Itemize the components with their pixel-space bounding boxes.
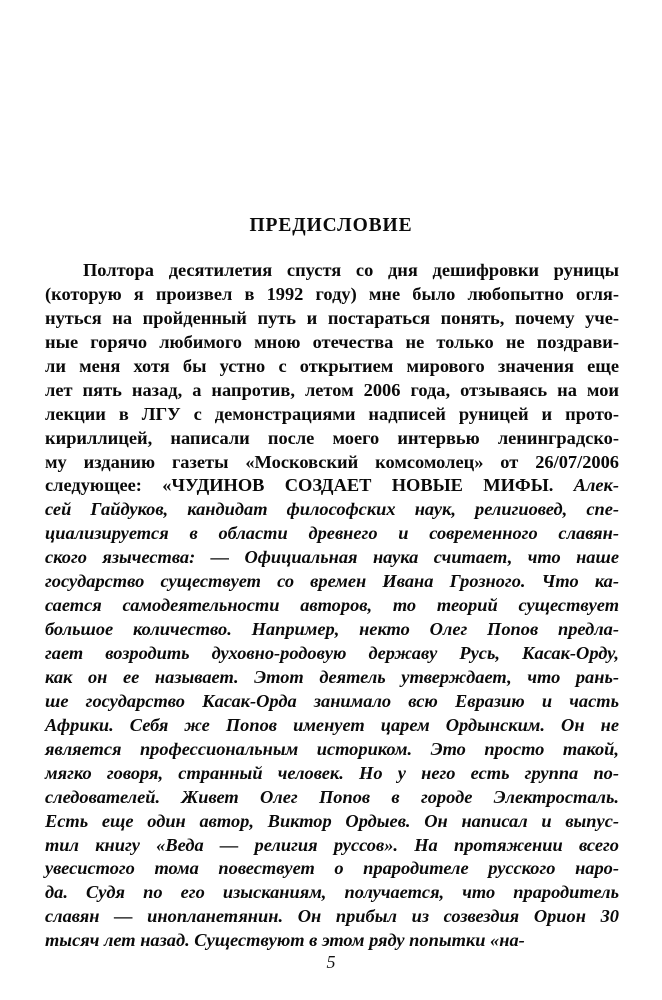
text-line-content: циализируется в области древнего и современного славян- xyxy=(45,523,619,544)
text-line-content: государство существует со времен Ивана Грозного. Что ка- xyxy=(45,571,619,592)
text-line-content: ше государство Касак-Орда занимало всю Евразию и часть xyxy=(45,690,619,711)
page-number: 5 xyxy=(326,952,336,972)
text-line xyxy=(45,714,619,738)
text-line xyxy=(45,857,619,881)
text-line xyxy=(45,690,619,714)
text-line-content: нуться на пройденный путь и постараться понять, почему уче- xyxy=(45,307,619,328)
text-line-content: является профессиональным историком. Это просто такой, xyxy=(45,738,619,759)
text-line xyxy=(45,451,619,475)
text-line-content: гает возродить духовно-родовую державу Русь, Касак-Орду, xyxy=(45,643,619,663)
text-line-content: ные горячо любимого мною отечества не только не поздрави- xyxy=(45,331,619,352)
text-line-content: Полтора десятилетия спустя со дня дешифровки руницы xyxy=(83,260,619,280)
text-line xyxy=(45,379,619,403)
text-line xyxy=(45,762,619,786)
text-line xyxy=(45,355,619,379)
text-line xyxy=(45,522,619,546)
text-line-content: кириллицей, написали после моего интервью ленинградско- xyxy=(45,427,619,448)
text-line xyxy=(45,810,619,834)
text-line-content: ли меня хотя бы устно с открытием мирового значения еще xyxy=(45,355,619,376)
text-line-content: следователей. Живет Олег Попов в городе Электросталь. xyxy=(45,786,619,807)
text-line xyxy=(45,881,619,905)
text-line-content: ского язычества: — Официальная наука считает, что наше xyxy=(45,547,619,568)
text-line xyxy=(45,427,619,451)
text-line xyxy=(45,283,619,307)
text-line xyxy=(45,259,619,283)
text-line xyxy=(45,642,619,666)
text-line xyxy=(45,666,619,690)
text-line xyxy=(45,786,619,810)
text-line xyxy=(45,929,619,953)
body-text-block xyxy=(45,259,619,953)
quote-run: Алек- xyxy=(573,475,619,496)
text-line-content: лекции в ЛГУ с демонстрациями надписей руницей и прото- xyxy=(45,403,619,424)
headline-run: следующее: «ЧУДИНОВ СОЗДАЕТ НОВЫЕ МИФЫ. xyxy=(45,475,574,496)
text-line xyxy=(45,403,619,427)
text-line-content: увесистого тома повествует о прародителе русского наро- xyxy=(45,858,619,879)
text-line xyxy=(45,331,619,355)
text-line-content: Есть еще один автор, Виктор Ордыев. Он написал и выпус- xyxy=(45,810,619,831)
text-line xyxy=(45,570,619,594)
text-line-content: как он ее называет. Этот деятель утверждает, что рань- xyxy=(45,666,619,687)
text-line-content: тил книгу «Веда — религия руссов». На протяжении всего xyxy=(45,834,619,855)
text-line xyxy=(45,738,619,762)
text-line xyxy=(45,546,619,570)
text-line xyxy=(45,905,619,929)
text-line xyxy=(45,498,619,522)
text-line-content: му изданию газеты «Московский комсомолец» от 26/07/2006 xyxy=(45,451,619,472)
text-line xyxy=(45,618,619,642)
text-line-content: Африки. Себя же Попов именует царем Ордынским. Он не xyxy=(45,714,619,735)
page-title: ПРЕДИСЛОВИЕ xyxy=(249,215,413,236)
text-line xyxy=(45,474,619,498)
text-line-content: лет пять назад, а напротив, летом 2006 года, отзываясь на мои xyxy=(45,379,619,400)
text-line-content: тысяч лет назад. Существуют в этом ряду попытки «на- xyxy=(45,930,525,951)
text-line-content: мягко говоря, странный человек. Но у него есть группа по- xyxy=(45,762,619,783)
text-line xyxy=(45,307,619,331)
text-line xyxy=(45,834,619,858)
text-line-content: славян — инопланетянин. Он прибыл из созвездия Орион 30 xyxy=(45,906,619,927)
text-line-content: да. Судя по его изысканиям, получается, что прародитель xyxy=(45,882,619,903)
text-line-content: сей Гайдуков, кандидат философских наук, религиовед, спе- xyxy=(45,499,619,520)
text-line xyxy=(45,594,619,618)
text-line-content: большое количество. Например, некто Олег Попов предла- xyxy=(45,619,619,640)
text-line-content: (которую я произвел в 1992 году) мне было любопытно огля- xyxy=(45,283,619,304)
text-line-content: сается самодеятельности авторов, то теорий существует xyxy=(45,595,619,616)
